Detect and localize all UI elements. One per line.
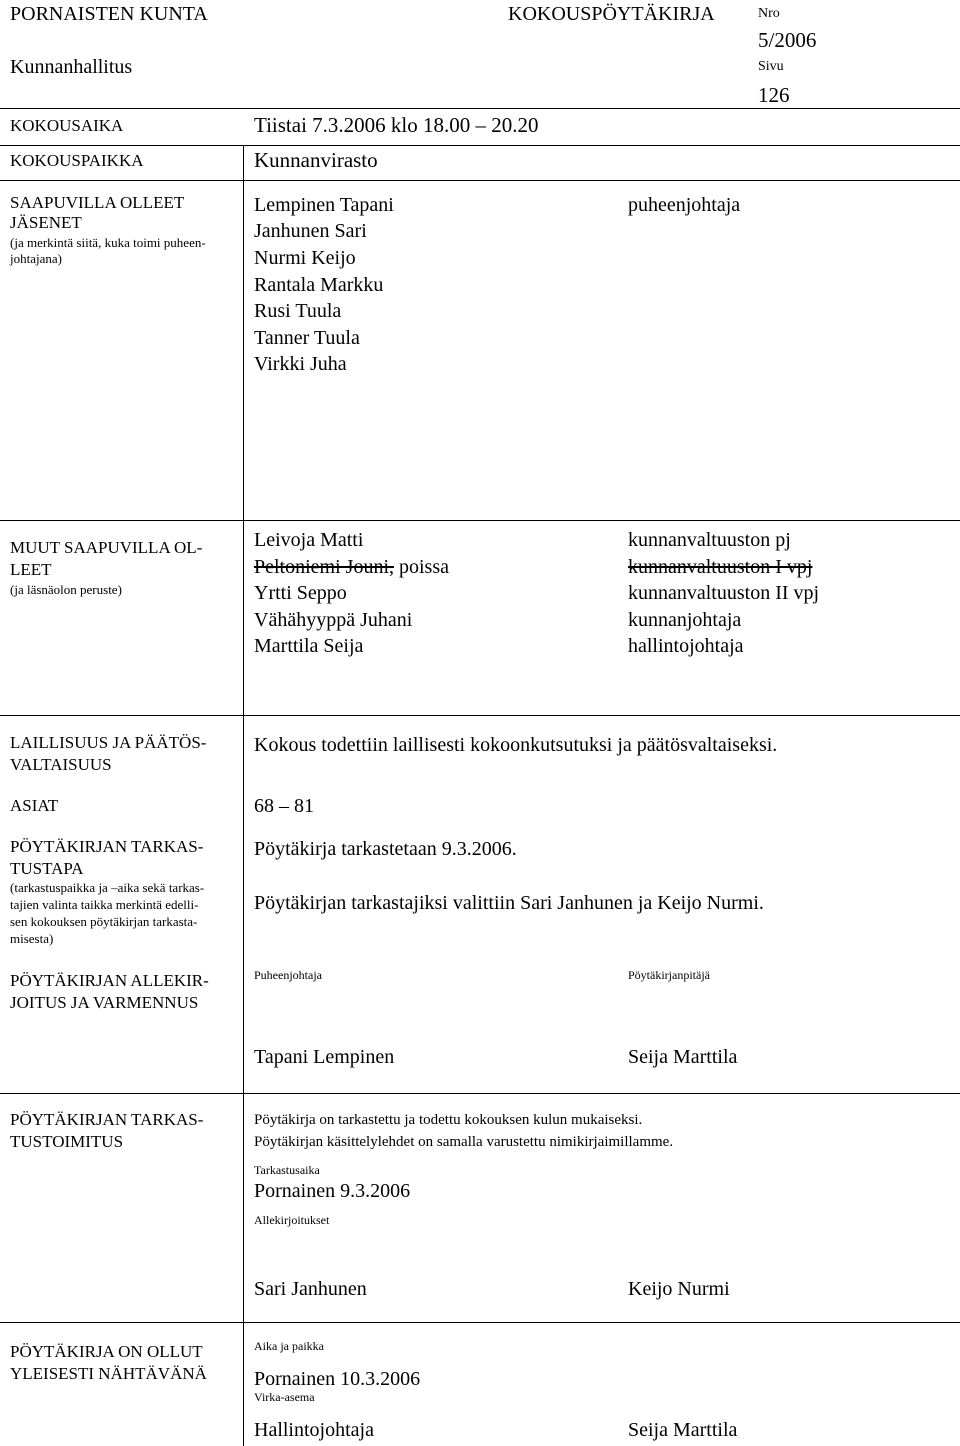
legality-label: LAILLISUUS JA PÄÄTÖS- [10,733,207,752]
place-value: Pornainen 10.3.2006 [254,1368,421,1390]
divider [0,1093,960,1094]
others-note: (ja läsnäolon peruste) [10,582,122,597]
member-name: Janhunen Sari [254,220,367,242]
member-name: Rantala Markku [254,274,384,296]
nro-label: Nro [758,6,780,21]
other-name: Vähähyyppä Juhani [254,609,413,631]
reviewer-name: Keijo Nurmi [628,1278,730,1300]
other-role: hallintojohtaja [628,635,744,657]
review-method-note: sen kokouksen pöytäkirjan tarkasta- [10,914,198,929]
sivu-label: Sivu [758,59,784,74]
place-caption: Aika ja paikka [254,1339,324,1353]
absence-note: poissa [394,556,449,578]
other-name: Marttila Seija [254,635,364,657]
other-name: Yrtti Seppo [254,582,347,604]
member-name: Virkki Juha [254,353,347,375]
public-label: YLEISESTI NÄHTÄVÄNÄ [10,1364,207,1383]
divider [0,1322,960,1323]
secretary-signature-name: Seija Marttila [628,1046,738,1068]
review-method-label: PÖYTÄKIRJAN TARKAS- [10,837,204,856]
office-value: Hallintojohtaja [254,1419,374,1441]
members-label: SAAPUVILLA OLLEET [10,193,185,212]
members-note: johtajana) [10,251,62,266]
review-time-value: Pornainen 9.3.2006 [254,1180,411,1202]
secretary-caption: Pöytäkirjanpitäjä [628,968,710,982]
legality-text: Kokous todettiin laillisesti kokoonkutsutuksi ja päätösvaltaiseksi. [254,734,778,756]
other-role: kunnanvaltuuston II vpj [628,582,820,604]
municipality-name: PORNAISTEN KUNTA [10,3,208,25]
struck-name: Peltoniemi Jouni, [254,556,394,578]
matters-label: ASIAT [10,796,59,815]
meeting-place-label: KOKOUSPAIKKA [10,151,144,170]
reviewer-name: Sari Janhunen [254,1278,367,1300]
sivu-value: 126 [758,83,790,107]
review-done-text: Pöytäkirjan käsittelylehdet on samalla varustettu nimikirjaimillamme. [254,1134,674,1150]
divider [0,180,960,181]
member-name: Lempinen Tapani [254,194,394,216]
review-method-note: (tarkastuspaikka ja –aika sekä tarkas- [10,880,205,895]
review-method-label: TUSTAPA [10,859,84,878]
legality-label: VALTAISUUS [10,755,112,774]
office-caption: Virka-asema [254,1390,315,1404]
review-method-note: misesta) [10,931,54,946]
review-done-text: Pöytäkirja on tarkastettu ja todettu kokouksen kulun mukaiseksi. [254,1112,643,1128]
document-type: KOKOUSPÖYTÄKIRJA [508,3,715,25]
nro-value: 5/2006 [758,28,817,52]
signatures-caption: Allekirjoitukset [254,1213,330,1227]
divider [0,145,960,146]
divider [0,520,960,521]
other-role: kunnanjohtaja [628,609,742,631]
divider [0,108,960,109]
member-name: Rusi Tuula [254,300,342,322]
divider [0,715,960,716]
chair-role: puheenjohtaja [628,194,741,216]
chair-caption: Puheenjohtaja [254,968,322,982]
review-done-label: TUSTOIMITUS [10,1132,124,1151]
members-note: (ja merkintä siitä, kuka toimi puheen- [10,235,206,250]
meeting-time-label: KOKOUSAIKA [10,116,124,135]
other-name [254,557,449,577]
column-divider [243,145,244,1446]
review-done-label: PÖYTÄKIRJAN TARKAS- [10,1110,204,1129]
meeting-time-value: Tiistai 7.3.2006 klo 18.00 – 20.20 [254,113,539,137]
public-label: PÖYTÄKIRJA ON OLLUT [10,1342,203,1361]
other-role-struck: kunnanvaltuuston I vpj [628,556,813,578]
other-role: kunnanvaltuuston pj [628,529,791,551]
other-name: Leivoja Matti [254,529,364,551]
review-time-caption: Tarkastusaika [254,1163,320,1177]
review-method-text: Pöytäkirjan tarkastajiksi valittiin Sari Janhunen ja Keijo Nurmi. [254,892,764,914]
matters-value: 68 – 81 [254,795,314,817]
review-method-text: Pöytäkirja tarkastetaan 9.3.2006. [254,838,517,860]
governing-body: Kunnanhallitus [10,56,133,78]
signatures-label: PÖYTÄKIRJAN ALLEKIR- [10,971,209,990]
member-name: Tanner Tuula [254,327,360,349]
others-label: LEET [10,560,52,579]
others-label: MUUT SAAPUVILLA OL- [10,538,203,557]
meeting-place-value: Kunnanvirasto [254,148,378,172]
members-label: JÄSENET [10,213,82,232]
review-method-note: tajien valinta taikka merkintä edelli- [10,897,199,912]
member-name: Nurmi Keijo [254,247,356,269]
chair-signature-name: Tapani Lempinen [254,1046,395,1068]
public-signer: Seija Marttila [628,1419,738,1441]
signatures-label: JOITUS JA VARMENNUS [10,993,199,1012]
